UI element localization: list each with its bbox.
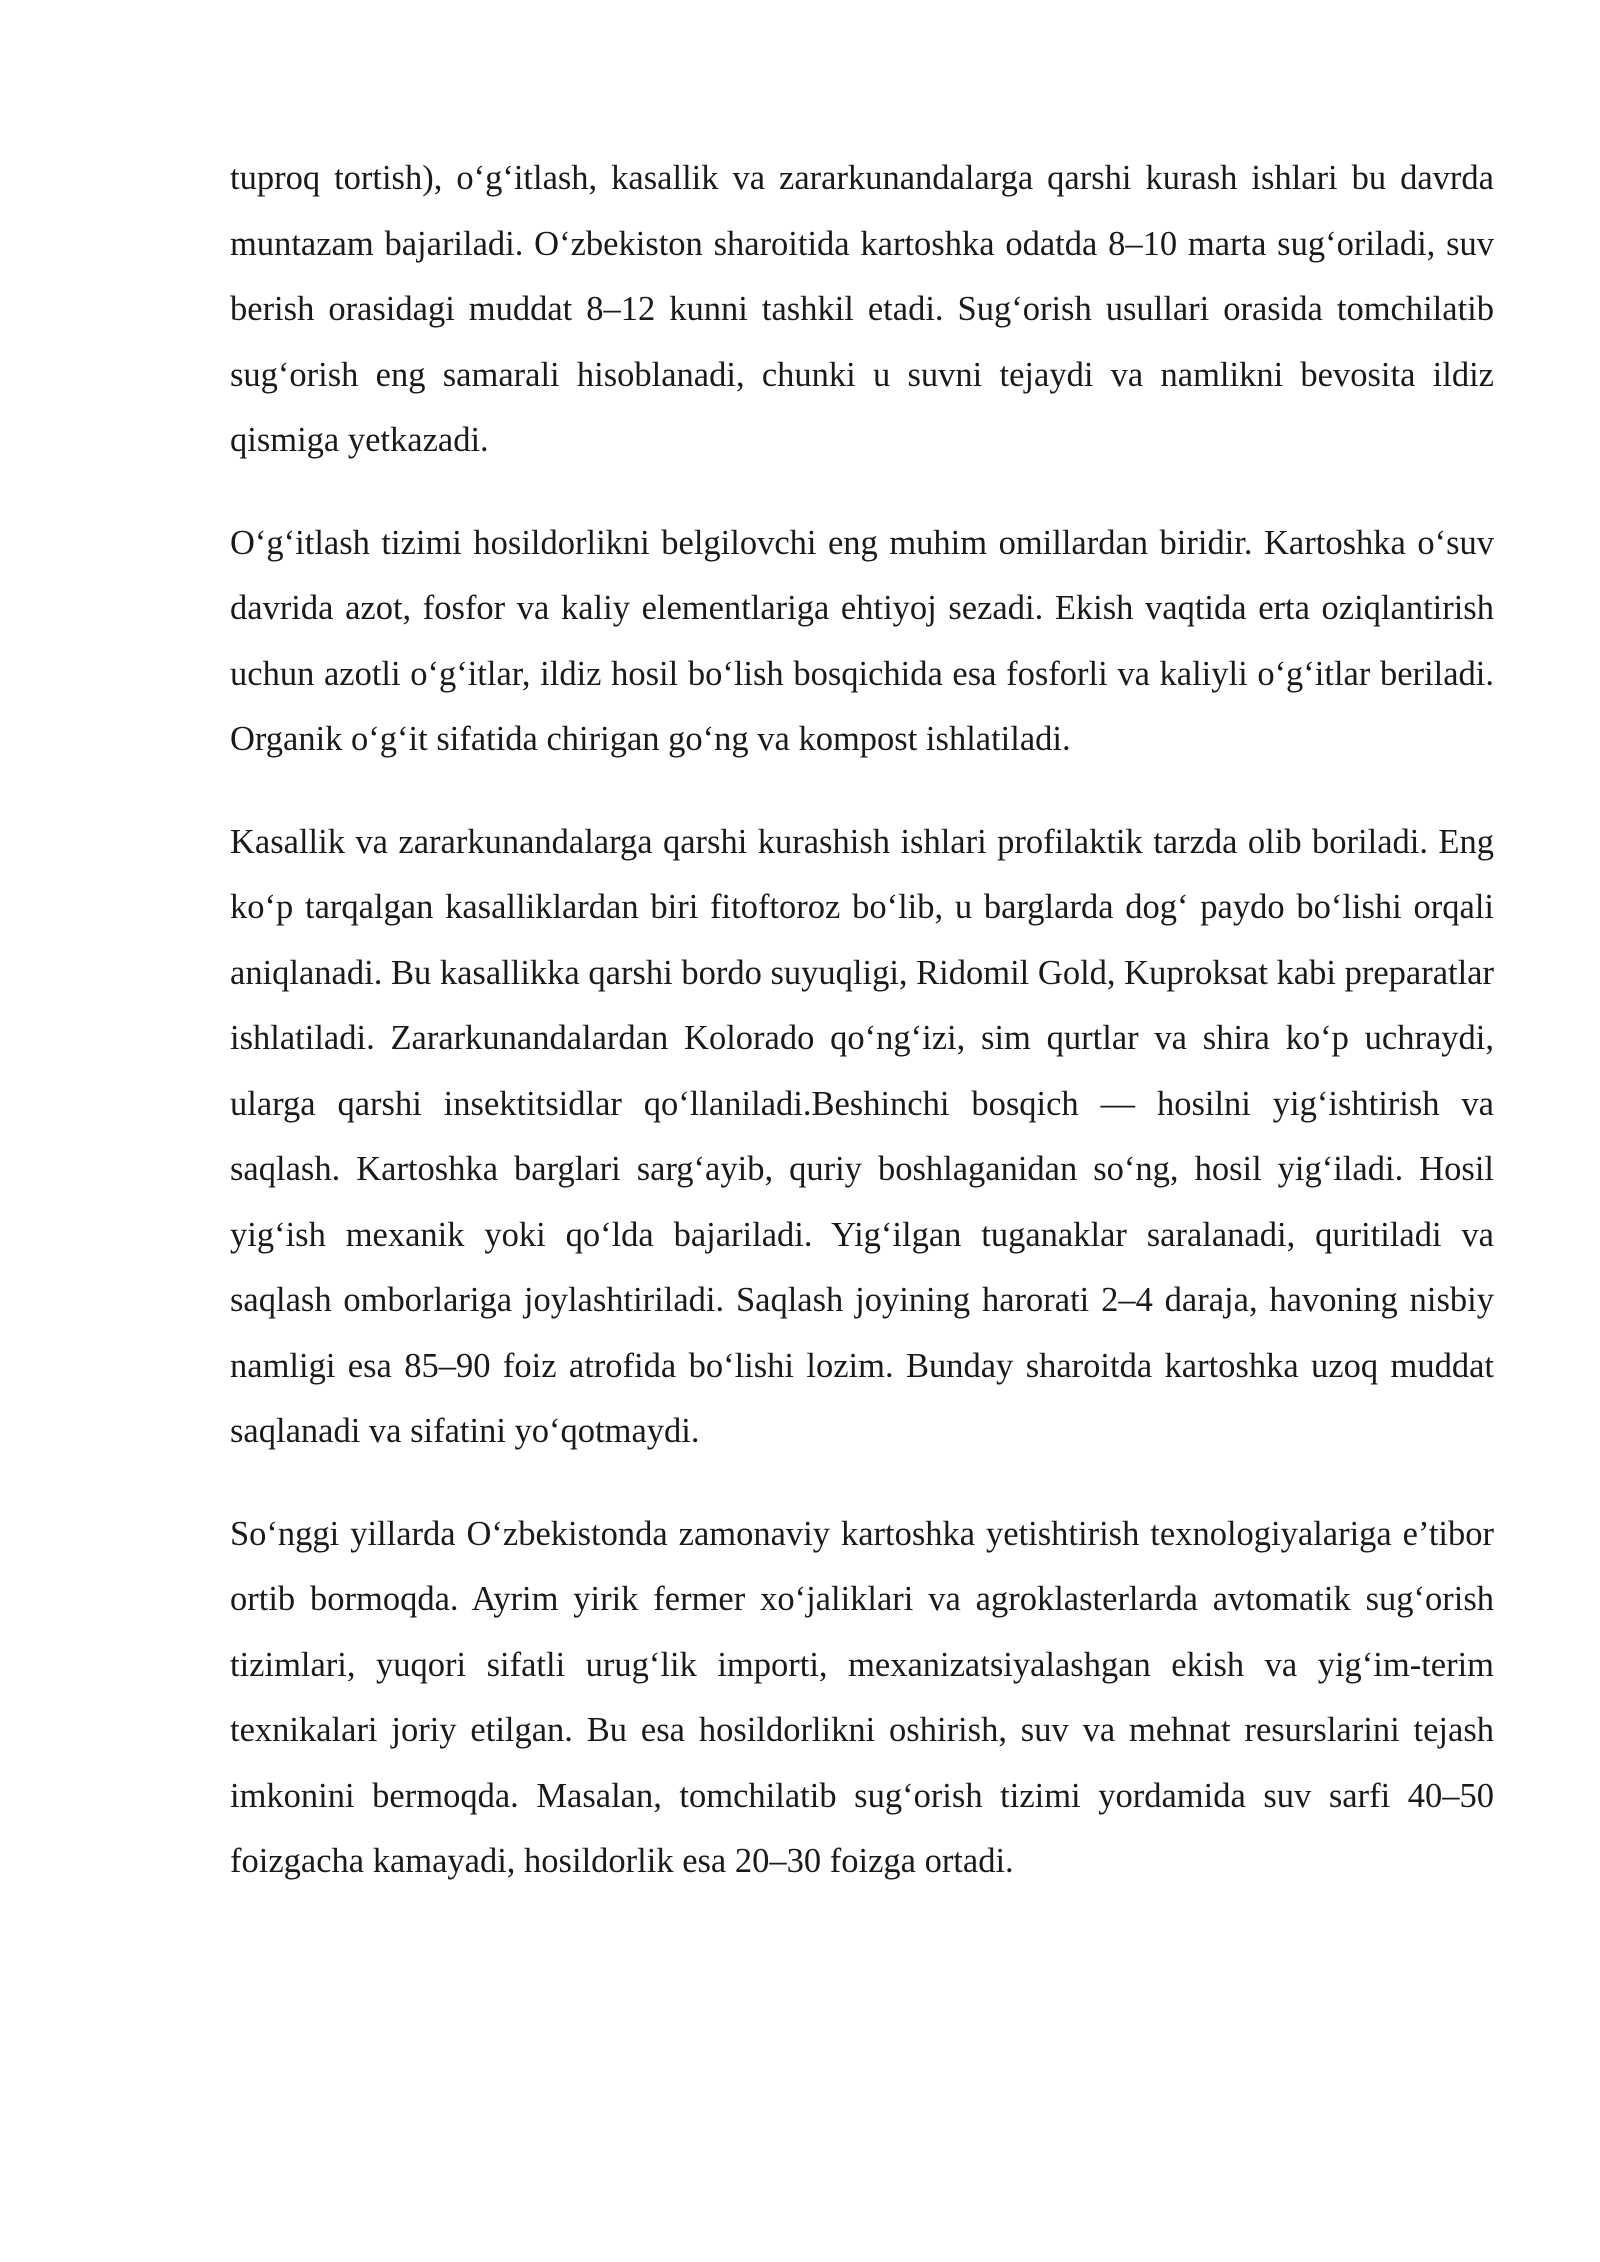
paragraph-modern-technologies: So‘nggi yillarda O‘zbekistonda zamonaviy kartoshka yetishtirish texnologiyalariga e’tibor ortib bormoqda. Ayrim yirik fermer xo‘jaliklari va agroklasterlarda avtomatik sug‘orish tizimlari, yuqori sifatli urug‘lik importi, mexanizatsiyalashgan ekish va yig‘im-terim texnikalari joriy etilgan. Bu esa hosildorlikni oshirish, suv va mehnat resurslarini tejash imkonini bermoqda. Masalan, tomchilatib sug‘orish tizimi yordamida suv sarfi 40–50 foizgacha kamayadi, hosildorlik esa 20–30 foizga ortadi.: [230, 1514, 1494, 1880]
document-body: [230, 146, 1494, 1932]
paragraph-pest-control-and-harvest: Kasallik va zararkunandalarga qarshi kurashish ishlari profilaktik tarzda olib boriladi. Eng ko‘p tarqalgan kasalliklardan biri fitoftoroz bo‘lib, u barglarda dog‘ paydo bo‘lishi orqali aniqlanadi. Bu kasallikka qarshi bordo suyuqligi, Ridomil Gold, Kuproksat kabi preparatlar ishlatiladi. Zararkunandalardan Kolorado qo‘ng‘izi, sim qurtlar va shira ko‘p uchraydi, ularga qarshi insektitsidlar qo‘llaniladi.Beshinchi bosqich — hosilni yig‘ishtirish va saqlash. Kartoshka barglari sarg‘ayib, quriy boshlaganidan so‘ng, hosil yig‘iladi. Hosil yig‘ish mexanik yoki qo‘lda bajariladi. Yig‘ilgan tuganaklar saralanadi, quritiladi va saqlash omborlariga joylashtiriladi. Saqlash joyining harorati 2–4 daraja, havoning nisbiy namligi esa 85–90 foiz atrofida bo‘lishi lozim. Bunday sharoitda kartoshka uzoq muddat saqlanadi va sifatini yo‘qotmaydi.: [230, 822, 1494, 1450]
paragraph-fertilization: O‘g‘itlash tizimi hosildorlikni belgilovchi eng muhim omillardan biridir. Kartoshka o‘suv davrida azot, fosfor va kaliy elementlariga ehtiyoj sezadi. Ekish vaqtida erta oziqlantirish uchun azotli o‘g‘itlar, ildiz hosil bo‘lish bosqichida esa fosforli va kaliyli o‘g‘itlar beriladi. Organik o‘g‘it sifatida chirigan go‘ng va kompost ishlatiladi.: [230, 523, 1494, 758]
paragraph-irrigation: tuproq tortish), o‘g‘itlash, kasallik va zararkunandalarga qarshi kurash ishlari bu davrda muntazam bajariladi. O‘zbekiston sharoitida kartoshka odatda 8–10 marta sug‘oriladi, suv berish orasidagi muddat 8–12 kunni tashkil etadi. Sug‘orish usullari orasida tomchilatib sug‘orish eng samarali hisoblanadi, chunki u suvni tejaydi va namlikni bevosita ildiz qismiga yetkazadi.: [230, 159, 1494, 459]
